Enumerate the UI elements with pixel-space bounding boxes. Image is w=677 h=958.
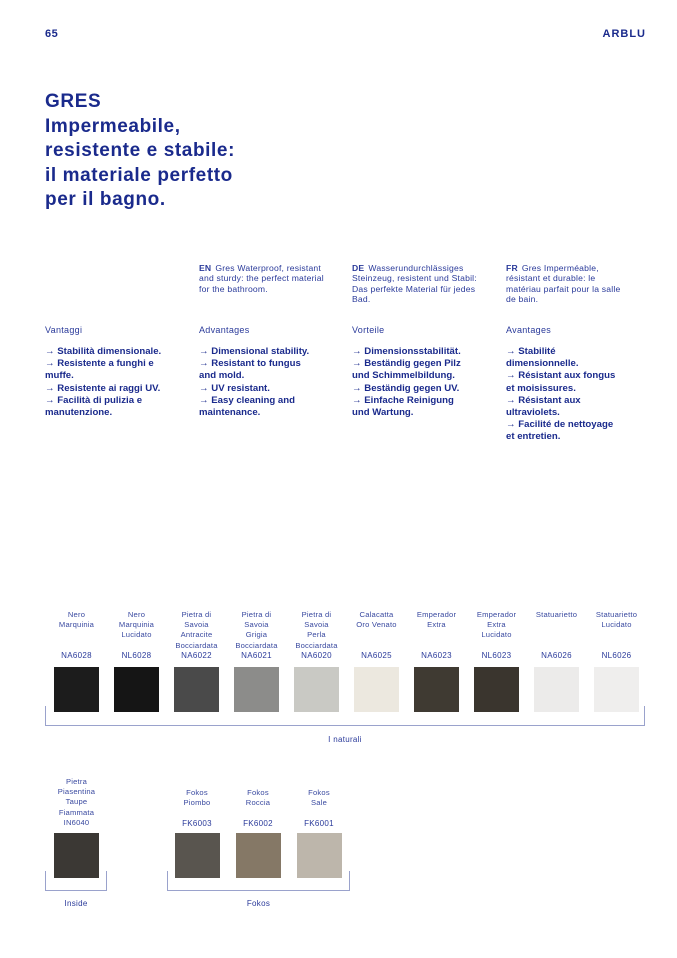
language-code: FR [506, 263, 518, 273]
tile-code: FK6001 [304, 819, 334, 828]
tile-code: NA6020 [301, 651, 332, 660]
benefit-line: et entretien. [506, 431, 561, 443]
column-heading-en: Advantages [199, 325, 250, 335]
tile-name [228, 788, 288, 808]
benefits-list-en [199, 346, 349, 419]
tile-code: NA6026 [541, 651, 572, 660]
group-label-fokos: Fokos [246, 899, 271, 908]
tile-name-line: Pietra di [181, 610, 212, 619]
tile-code: NA6022 [181, 651, 212, 660]
tile-name-line: Marquinia [118, 620, 155, 630]
tile-name-line: Statuarietto [535, 610, 578, 619]
column-heading-de: Vorteile [352, 325, 385, 335]
headline-line: resistente e stabile: [45, 140, 236, 161]
tile-code: NL6026 [601, 651, 632, 660]
group-label-naturali: I naturali [328, 735, 362, 744]
tile-name-line: Extra [427, 620, 446, 630]
tile-name-line: Calacatta [359, 610, 394, 619]
group-bracket [45, 871, 107, 891]
tile-code: NA6028 [61, 651, 92, 660]
group-bracket [167, 871, 350, 891]
tile-name [107, 610, 167, 641]
column-heading-it: Vantaggi [45, 325, 83, 335]
tile-name-line: Lucidato [601, 620, 632, 630]
benefit-line: ultraviolets. [506, 407, 560, 419]
benefit-line: → Resistente a funghi e [45, 358, 154, 370]
benefit-line: → Facilité de nettoyage [506, 419, 614, 431]
benefits-list-de [352, 346, 502, 419]
headline [45, 90, 235, 213]
intro-text: Gres Waterproof, resistant and sturdy: the perfect material for the bathroom. [199, 263, 324, 294]
tile-code: NA6025 [361, 651, 392, 660]
tile-name-line: Fokos [247, 788, 269, 797]
headline-line: il materiale perfetto [45, 164, 233, 186]
tile-name-line: Bocciardata [175, 640, 218, 650]
benefit-line: dimensionnelle. [506, 358, 579, 370]
tile-code: NA6023 [421, 651, 452, 660]
tile-name-line: Marquinia [58, 620, 95, 630]
brand-name: ARBLU [602, 28, 646, 40]
tile-code: FK6002 [243, 819, 273, 828]
language-code: DE [352, 263, 365, 273]
benefit-line: und Wartung. [352, 407, 414, 419]
tile-name [47, 610, 107, 630]
tile-name-line: Emperador [476, 610, 517, 619]
benefit-line: → Facilità di pulizia e [45, 394, 143, 406]
tile-name-line: Grigia [245, 630, 268, 640]
benefit-line: manutenzione. [45, 407, 113, 419]
benefit-line: → Beständig gegen UV. [352, 382, 460, 394]
tile-code: NA6021 [241, 651, 272, 660]
tile-name [167, 788, 227, 808]
tile-name-line: Fiammata [58, 807, 95, 817]
tile-name-line: Oro Venato [356, 620, 397, 630]
benefit-line: maintenance. [199, 407, 261, 419]
tile-name-line: Savoia [184, 620, 209, 630]
tile-name-line: Bocciardata [295, 640, 338, 650]
headline-line: per il bagno. [45, 189, 166, 210]
intro-fr [506, 263, 632, 305]
benefit-line: und Schimmelbildung. [352, 370, 455, 382]
tile-name [407, 610, 467, 630]
tile-name-line: Savoia [304, 620, 329, 630]
tile-name-line: Fokos [186, 788, 208, 797]
benefit-line: et moisissures. [506, 382, 576, 394]
tile-name-line: Statuarietto [595, 610, 638, 619]
tile-name-line: Roccia [245, 798, 271, 808]
tile-name-line: Pietra di [241, 610, 272, 619]
tile-name [587, 610, 647, 630]
benefit-line: → Résistant aux [506, 394, 581, 406]
tile-name [167, 610, 227, 651]
tile-name-line: Extra [487, 620, 506, 630]
intro-text: Wasserundurchlässiges Steinzeug, resistent und Stabil: Das perfekte Material für jedes Bad. [352, 263, 477, 305]
tile-name-line: Lucidato [481, 630, 512, 640]
tile-name-line: Pietra di [301, 610, 332, 619]
tile-name-line: Piasentina [57, 787, 96, 797]
column-heading-fr: Avantages [506, 325, 552, 335]
tile-name-line: Nero [127, 610, 146, 619]
benefit-line: and mold. [199, 370, 245, 382]
tile-name-line: Emperador [416, 610, 457, 619]
intro-text: Gres Imperméable, résistant et durable: le matériau parfait pour la salle de bain. [506, 263, 621, 305]
tile-name-line: Piombo [183, 798, 211, 808]
benefit-line: → Resistente ai raggi UV. [45, 382, 161, 394]
benefit-line: → UV resistant. [199, 382, 270, 394]
tile-name-line: Perla [307, 630, 326, 640]
tile-name [287, 610, 347, 651]
benefit-line: → Stabilité [506, 346, 556, 357]
benefit-line: → Einfache Reinigung [352, 394, 454, 406]
tile-name-line: Taupe [65, 797, 88, 807]
tile-code: NL6028 [121, 651, 152, 660]
page-number: 65 [45, 28, 59, 40]
group-label-inside: Inside [64, 899, 88, 908]
tile-code: FK6003 [182, 819, 212, 828]
group-bracket [45, 706, 645, 726]
benefits-list-it [45, 346, 195, 419]
tile-name-line: Bocciardata [235, 640, 278, 650]
tile-name-line: Nero [67, 610, 86, 619]
tile-name-line: Savoia [244, 620, 269, 630]
tile-name-line: Lucidato [121, 630, 152, 640]
headline-line: GRES [45, 91, 102, 112]
benefit-line: → Dimensional stability. [199, 346, 310, 357]
tile-code: NL6023 [481, 651, 512, 660]
benefit-line: → Dimensionsstabilität. [352, 346, 461, 357]
intro-de [352, 263, 494, 305]
intro-en [199, 263, 331, 294]
tile-name-line: IN6040 [63, 817, 90, 827]
tile-name-line: Sale [311, 798, 327, 808]
benefits-list-fr [506, 346, 656, 444]
tile-name-line: Antracite [180, 630, 213, 640]
benefit-line: → Easy cleaning and [199, 394, 295, 406]
tile-name [227, 610, 287, 651]
tile-name-line: Fokos [308, 788, 330, 797]
tile-name [289, 788, 349, 808]
headline-line: Impermeabile, [45, 115, 181, 137]
benefit-line: muffe. [45, 370, 74, 382]
tile-name-line: Pietra [65, 777, 88, 786]
tile-name [467, 610, 527, 641]
benefit-line: → Resistant to fungus [199, 358, 301, 370]
benefit-line: → Stabilità dimensionale. [45, 346, 162, 357]
benefit-line: → Beständig gegen Pilz [352, 358, 461, 370]
tile-name [347, 610, 407, 630]
benefit-line: → Résistant aux fongus [506, 370, 616, 382]
tile-name [527, 610, 587, 620]
tile-name [47, 777, 107, 828]
language-code: EN [199, 263, 212, 273]
